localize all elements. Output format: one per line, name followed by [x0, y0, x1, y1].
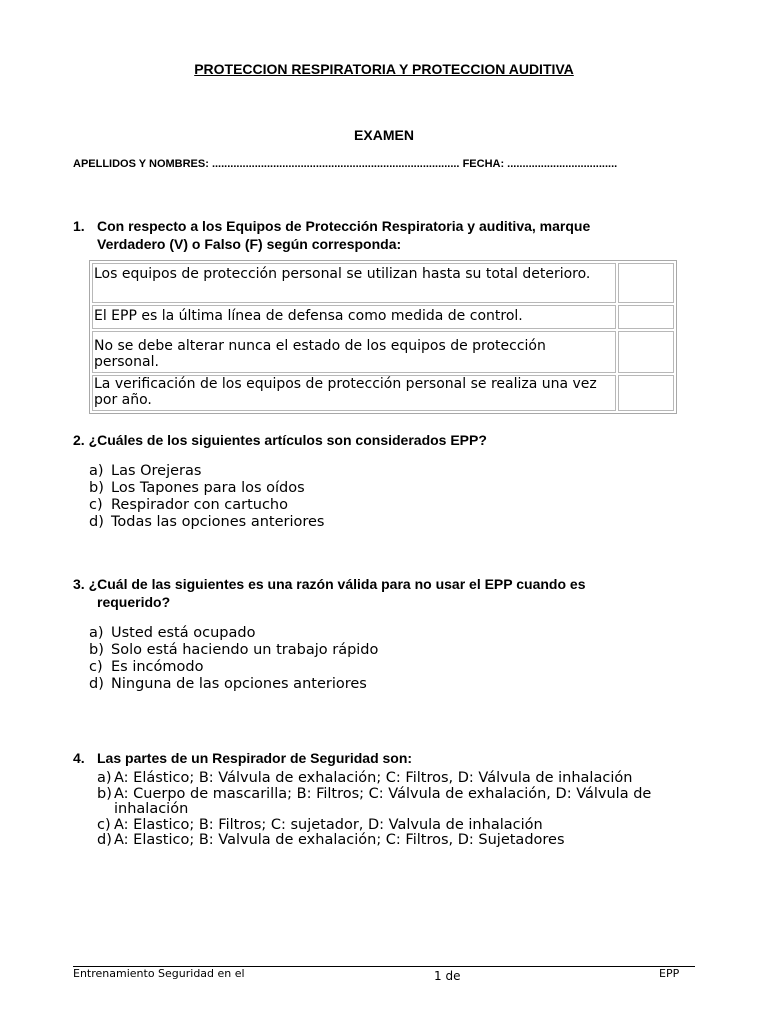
list-item[interactable] [89, 514, 324, 531]
option-letter: d) [89, 514, 104, 530]
option-letter: b) [97, 785, 112, 802]
answer-cell[interactable] [618, 375, 674, 411]
document-title: PROTECCION RESPIRATORIA Y PROTECCION AUDITIVA [194, 61, 574, 77]
list-item[interactable] [89, 642, 378, 659]
statement-cell: No se debe alterar nunca el estado de los equipos de protección personal. [92, 331, 616, 373]
option-text: Es incómodo [111, 659, 204, 675]
answer-cell[interactable] [618, 263, 674, 303]
question-text: ¿Cuáles de los siguientes artículos son considerados EPP? [88, 432, 487, 448]
list-item[interactable] [89, 463, 324, 480]
option-text: Todas las opciones anteriores [111, 514, 325, 530]
option-text: A: Cuerpo de mascarilla; B: Filtros; C: Válvula de exhalación, D: Válvula de inhalación [114, 785, 652, 817]
option-text: Usted está ocupado [111, 625, 256, 641]
option-letter: b) [89, 480, 104, 496]
option-letter: a) [89, 625, 104, 641]
statement-cell: Los equipos de protección personal se utilizan hasta su total deterioro. [92, 263, 616, 303]
table-row [92, 263, 674, 303]
question-number: 2. [73, 432, 85, 448]
student-info-line [73, 158, 713, 170]
question-text: Con respecto a los Equipos de Protección Respiratoria y auditiva, marque Verdadero (V) o Falso (F) según corresponda: [97, 218, 591, 252]
table-row [92, 305, 674, 329]
list-item[interactable] [89, 625, 378, 642]
list-item[interactable] [89, 659, 378, 676]
exam-heading: EXAMEN [354, 127, 414, 143]
footer-left-text: Entrenamiento Seguridad en el [73, 967, 245, 980]
list-item[interactable] [97, 818, 697, 834]
question-number: 4. [73, 750, 85, 766]
true-false-table [89, 260, 677, 414]
option-text: Solo está haciendo un trabajo rápido [111, 642, 379, 658]
footer-right-text: EPP [659, 967, 680, 980]
question-4-options [97, 771, 697, 849]
option-text: Ninguna de las opciones anteriores [111, 676, 367, 692]
option-text: Las Orejeras [111, 463, 202, 479]
statement-cell: El EPP es la última línea de defensa como medida de control. [92, 305, 616, 329]
option-letter: d) [89, 676, 104, 692]
question-3-options [89, 625, 378, 693]
table-row [92, 375, 674, 411]
question-text: ¿Cuál de las siguientes es una razón válida para no usar el EPP cuando es requerido? [88, 576, 586, 610]
option-text: A: Elastico; B: Valvula de exhalación; C: Filtros, D: Sujetadores [114, 832, 565, 848]
option-letter: c) [89, 659, 103, 675]
question-number: 3. [73, 576, 85, 592]
list-item[interactable] [97, 771, 697, 787]
option-text: A: Elastico; B: Filtros; C: sujetador, D: Valvula de inhalación [114, 816, 543, 833]
option-letter: b) [89, 642, 104, 658]
table-row [92, 331, 674, 373]
option-letter: c) [89, 497, 103, 513]
option-letter: a) [97, 770, 112, 786]
option-text: Respirador con cartucho [111, 497, 288, 513]
option-letter: c) [97, 816, 111, 833]
date-field-label: FECHA: .................................... [462, 158, 618, 170]
question-number: 1. [73, 218, 85, 234]
question-2-options [89, 463, 324, 531]
question-2-heading [73, 431, 673, 449]
option-letter: a) [89, 463, 104, 479]
question-text: Las partes de un Respirador de Seguridad son: [97, 750, 413, 766]
answer-cell[interactable] [618, 305, 674, 329]
list-item[interactable] [89, 676, 378, 693]
question-3-heading [73, 575, 633, 611]
list-item[interactable] [97, 787, 697, 818]
list-item[interactable] [97, 833, 697, 849]
option-text: Los Tapones para los oídos [111, 480, 305, 496]
answer-cell[interactable] [618, 331, 674, 373]
statement-cell: La verificación de los equipos de protección personal se realiza una vez por año. [92, 375, 616, 411]
list-item[interactable] [89, 497, 324, 514]
page-number: 1 de [434, 969, 461, 983]
list-item[interactable] [89, 480, 324, 497]
option-text: A: Elástico; B: Válvula de exhalación; C: Filtros, D: Válvula de inhalación [114, 770, 633, 786]
name-field-label: APELLIDOS Y NOMBRES: ................................................................................. [73, 158, 460, 170]
option-letter: d) [97, 832, 112, 848]
